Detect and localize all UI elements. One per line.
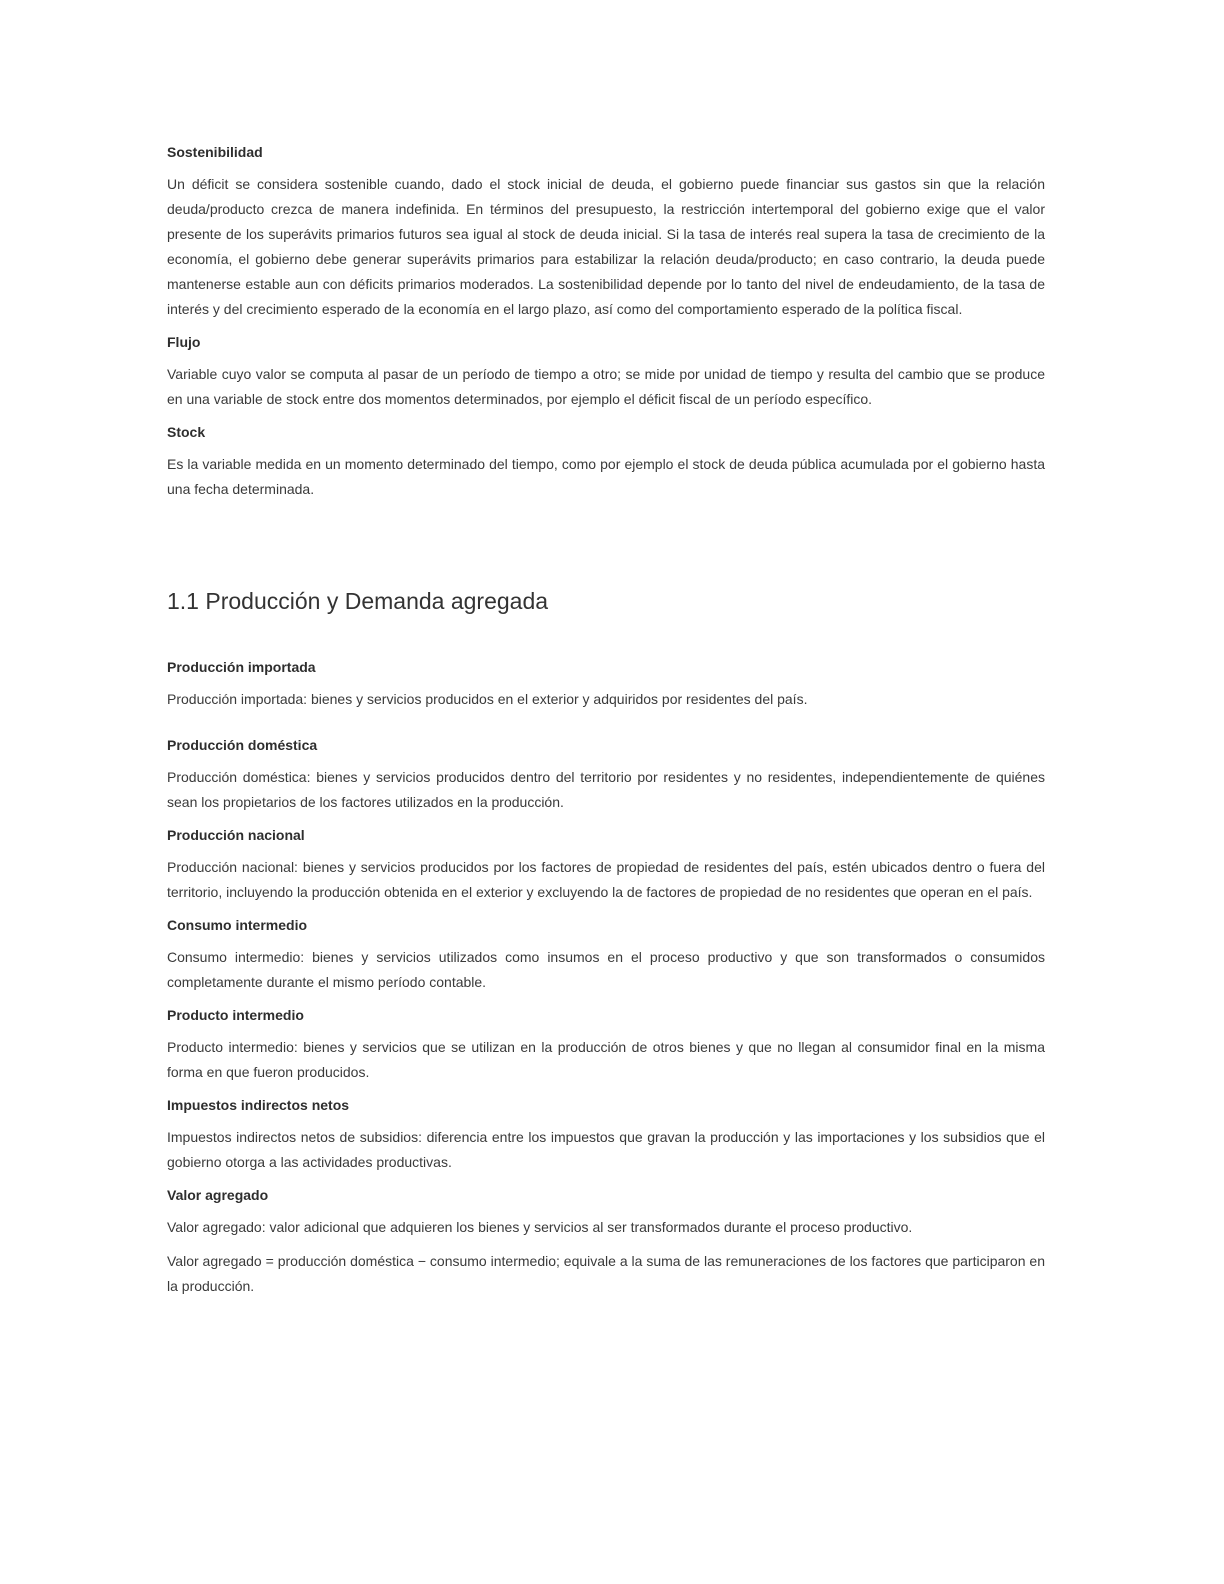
paragraph-indirect-taxes: Impuestos indirectos netos de subsidios: diferencia entre los impuestos que gravan la producción y las importaciones y los subsidios que el gobierno otorga a las actividades productivas.	[167, 1129, 1045, 1170]
term-stock: Stock	[167, 424, 206, 440]
paragraph-value-added-formula: Valor agregado = producción doméstica − consumo intermedio; equivale a la suma de las remuneraciones de los factores que participaron en la producción.	[167, 1253, 1045, 1294]
term-indirect-taxes: Impuestos indirectos netos	[167, 1097, 350, 1113]
paragraph-national-production: Producción nacional: bienes y servicios producidos por los factores de propiedad de residentes del país, estén ubicados dentro o fuera del territorio, incluyendo la producción obtenida en el exterior y excluyendo la de factores de propiedad de no residentes que operan en el país.	[167, 859, 1045, 900]
paragraph-stock: Es la variable medida en un momento determinado del tiempo, como por ejemplo el stock de deuda pública acumulada por el gobierno hasta una fecha determinada.	[167, 456, 1045, 497]
paragraph-imported-production: Producción importada: bienes y servicios producidos en el exterior y adquiridos por residentes del país.	[167, 691, 808, 707]
paragraph-flow: Variable cuyo valor se computa al pasar de un período de tiempo a otro; se mide por unidad de tiempo y resulta del cambio que se produce en una variable de stock entre dos momentos determinados, por ejemplo el déficit fiscal de un período específico.	[167, 366, 1045, 407]
term-intermediate-consumption: Consumo intermedio	[167, 917, 308, 933]
paragraph-intermediate-product: Producto intermedio: bienes y servicios que se utilizan en la producción de otros bienes y que no llegan al consumidor final en la misma forma en que fueron producidos.	[167, 1039, 1045, 1080]
paragraph-domestic-production: Producción doméstica: bienes y servicios producidos dentro del territorio por residentes y no residentes, independientemente de quiénes sean los propietarios de los factores utilizados en la producción.	[167, 769, 1045, 810]
term-intermediate-product: Producto intermedio	[167, 1007, 304, 1023]
term-domestic-production: Producción doméstica	[167, 737, 318, 753]
term-national-production: Producción nacional	[167, 827, 305, 843]
document-body	[167, 141, 1045, 1308]
paragraph-intermediate-consumption: Consumo intermedio: bienes y servicios utilizados como insumos en el proceso productivo y que son transformados o consumidos completamente durante el mismo período contable.	[167, 949, 1045, 990]
term-sustainability: Sostenibilidad	[167, 144, 263, 160]
paragraph-sustainability: Un déficit se considera sostenible cuando, dado el stock inicial de deuda, el gobierno puede financiar sus gastos sin que la relación deuda/producto crezca de manera indefinida. En términos del presupuesto, la restricción intertemporal del gobierno exige que el valor presente de los superávits primarios futuros sea igual al stock de deuda inicial. Si la tasa de interés real supera la tasa de crecimiento de la economía, el gobierno debe generar superávits primarios para estabilizar la relación deuda/producto; en caso contrario, la deuda puede mantenerse estable aun con déficits primarios moderados. La sostenibilidad depende por lo tanto del nivel de endeudamiento, de la tasa de interés y del crecimiento esperado de la economía en el largo plazo, así como del comportamiento esperado de la política fiscal.	[167, 176, 1045, 317]
term-imported-production: Producción importada	[167, 659, 316, 675]
term-value-added: Valor agregado	[167, 1187, 269, 1203]
paragraph-value-added: Valor agregado: valor adicional que adquieren los bienes y servicios al ser transformados durante el proceso productivo.	[167, 1219, 913, 1235]
section-title: 1.1 Producción y Demanda agregada	[167, 588, 549, 614]
term-flow: Flujo	[167, 334, 201, 350]
